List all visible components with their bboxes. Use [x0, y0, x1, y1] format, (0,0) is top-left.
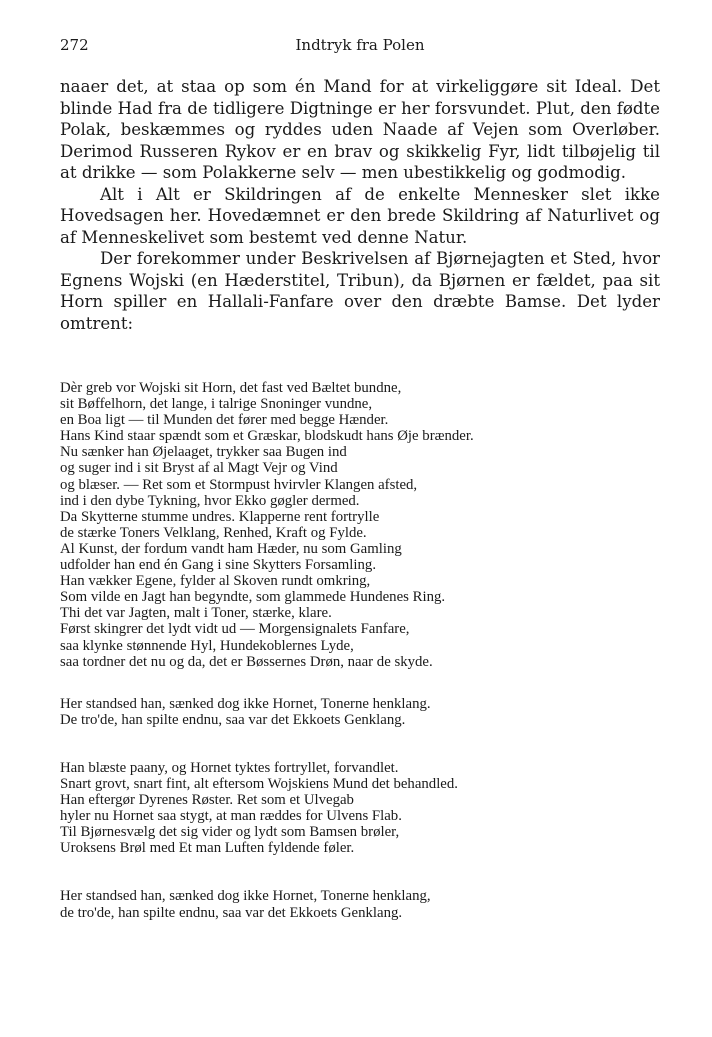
poem-line: Først skingrer det lydt vidt ud — Morgensignalets Fanfare,	[60, 621, 410, 638]
poem-line: sit Bøffelhorn, det lange, i talrige Snoninger vundne,	[60, 396, 373, 413]
poem-line: Han vækker Egene, fylder al Skoven rundt omkring,	[60, 573, 371, 590]
poem-line: Han blæste paany, og Hornet tyktes fortryllet, forvandlet.	[60, 759, 399, 776]
paragraph: Der forekommer under Beskrivelsen af Bjørnejagten et Sted, hvor Egnens Wojski (en Hæderstitel, Tribun), da Bjørnen er fældet, paa sit Horn spiller en Hallali-Fanfare over den dræbte Bamse. Det lyder omtrent:	[60, 249, 660, 333]
poem-line: og blæser. — Ret som et Stormpust hvirvler Klangen afsted,	[60, 476, 418, 493]
book-page	[60, 36, 660, 947]
poem-line: Thi det var Jagten, malt i Toner, stærke, klare.	[60, 605, 332, 622]
poem-stanza	[60, 696, 660, 728]
poem-line: Al Kunst, der fordum vandt ham Hæder, nu som Gamling	[60, 540, 402, 557]
poem-stanza	[60, 760, 660, 857]
poem-line: Uroksens Brøl med Et man Luften fyldende føler.	[60, 840, 355, 857]
poem-stanza	[60, 888, 660, 920]
poem-line: ind i den dybe Tykning, hvor Ekko gøgler dermed.	[60, 492, 360, 509]
poem-line: Til Bjørnesvælg det sig vider og lydt som Bamsen brøler,	[60, 824, 400, 841]
running-title: Indtryk fra Polen	[295, 36, 425, 54]
poem-line: saa klynke stønnende Hyl, Hundekoblernes Lyde,	[60, 637, 354, 654]
poem-line: hyler nu Hornet saa stygt, at man ræddes for Ulvens Flab.	[60, 808, 402, 825]
poem-line: Som vilde en Jagt han begyndte, som glammede Hundenes Ring.	[60, 589, 446, 606]
poem-stanza	[60, 380, 660, 670]
poem-line: Da Skytterne stumme undres. Klapperne rent fortrylle	[60, 508, 380, 525]
poem-line: Her standsed han, sænked dog ikke Hornet, Tonerne henklang.	[60, 695, 431, 712]
poem-line: De tro'de, han spilte endnu, saa var det Ekkoets Genklang.	[60, 711, 406, 728]
poem-line: de tro'de, han spilte endnu, saa var det Ekkoets Genklang.	[60, 904, 403, 921]
poem-line: Han eftergør Dyrenes Røster. Ret som et Ulvegab	[60, 792, 354, 809]
poem-line: og suger ind i sit Bryst af al Magt Vejr og Vind	[60, 460, 338, 477]
poem-line: Nu sænker han Øjelaaget, trykker saa Bugen ind	[60, 444, 347, 461]
paragraph: Alt i Alt er Skildringen af de enkelte Mennesker slet ikke Hovedsagen her. Hovedæmnet er den brede Skildring af Naturlivet og af Menneskelivet som bestemt ved denne Natur.	[60, 184, 660, 247]
poem-line: udfolder han end én Gang i sine Skytters Forsamling.	[60, 557, 377, 574]
poem-line: de stærke Toners Velklang, Renhed, Kraft og Fylde.	[60, 524, 367, 541]
poem-line: en Boa ligt — til Munden det fører med begge Hænder.	[60, 412, 389, 429]
poem-line: Dèr greb vor Wojski sit Horn, det fast ved Bæltet bundne,	[60, 380, 402, 396]
paragraph: naaer det, at staa op som én Mand for at virkeliggøre sit Ideal. Det blinde Had fra de tidligere Digtninge er her forsvundet. Plut, den fødte Polak, beskæmmes og ryddes uden Naade af Vejen som Overløber. Derimod Russeren Rykov er en brav og skikkelig Fyr, lidt tilbøjelig til at drikke — som Polakkerne selv — men ubestikkelig og godmodig.	[60, 77, 660, 182]
poem-line: Hans Kind staar spændt som et Græskar, blodskudt hans Øje brænder.	[60, 428, 474, 445]
prose-section	[60, 76, 660, 334]
page-number: 272	[60, 36, 89, 54]
poem	[60, 380, 660, 921]
poem-line: saa tordner det nu og da, det er Bøssernes Drøn, naar de skyde.	[60, 653, 433, 670]
poem-line: Snart grovt, snart fint, alt eftersom Wojskiens Mund det behandled.	[60, 775, 458, 792]
poem-line: Her standsed han, sænked dog ikke Hornet, Tonerne henklang,	[60, 888, 431, 905]
page-header	[60, 36, 660, 62]
